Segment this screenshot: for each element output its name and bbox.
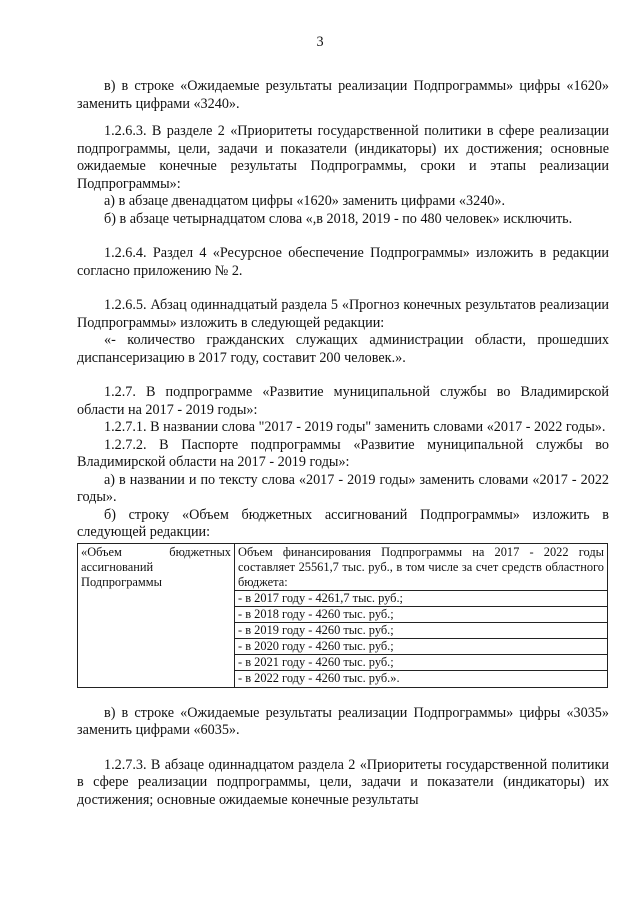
- document-body: [77, 78, 609, 809]
- funding-year-line: - в 2019 году - 4260 тыс. руб.;: [235, 623, 607, 639]
- paragraph-1-2-7: 1.2.7. В подпрограмме «Развитие муниципальной службы во Владимирской области на 2017 - 2019 годы»:: [77, 384, 609, 418]
- table-row: [78, 543, 608, 687]
- table-cell-value: [235, 543, 608, 687]
- paragraph-v-1620: в) в строке «Ожидаемые результаты реализации Подпрограммы» цифры «1620» заменить цифрами «3240».: [77, 78, 609, 112]
- budget-table: [77, 543, 608, 688]
- paragraph-quote-dispanserizacia: «- количество гражданских служащих администрации области, прошедших диспансеризацию в 2017 году, составит 200 человек.».: [77, 332, 609, 366]
- page-number: 3: [316, 34, 324, 50]
- paragraph-v-3035: в) в строке «Ожидаемые результаты реализации Подпрограммы» цифры «3035» заменить цифрами «6035».: [77, 704, 609, 738]
- funding-intro: Объем финансирования Подпрограммы на 2017 - 2022 годы составляет 25561,7 тыс. руб., в том числе за счет средств областного бюджета:: [235, 545, 607, 591]
- funding-year-line: - в 2022 году - 4260 тыс. руб.».: [238, 670, 400, 685]
- paragraph-1-2-7-3: 1.2.7.3. В абзаце одиннадцатом раздела 2 «Приоритеты государственной политики в сфере реализации подпрограммы, цели, задачи и показатели (индикаторы) их достижения; основные ожидаемые конечные результаты: [77, 756, 609, 808]
- paragraph-a-abzac-12: а) в абзаце двенадцатом цифры «1620» заменить цифрами «3240».: [104, 193, 506, 209]
- label-word-obem: «Объем: [81, 544, 122, 559]
- paragraph-b-abzac-14: б) в абзаце четырнадцатом слова «,в 2018, 2019 - по 480 человек» исключить.: [104, 210, 573, 227]
- funding-year-line: - в 2017 году - 4261,7 тыс. руб.;: [235, 591, 607, 607]
- label-word-budgetnyh: бюджетных: [169, 544, 231, 559]
- table-cell-label: [78, 543, 235, 687]
- label-rest: ассигнований Подпрограммы: [81, 559, 162, 589]
- funding-year-line: - в 2020 году - 4260 тыс. руб.;: [235, 639, 607, 655]
- paragraph-a-nazvanie: а) в названии и по тексту слова «2017 - 2019 годы» заменить словами «2017 - 2022 годы».: [77, 471, 609, 505]
- paragraph-1-2-6-3: 1.2.6.3. В разделе 2 «Приоритеты государственной политики в сфере реализации подпрограммы, цели, задачи и показатели (индикаторы) их достижения; основные ожидаемые конечные результаты Подпрограммы, сроки и этапы реализации Подпрограммы»:: [77, 123, 609, 192]
- funding-year-line: - в 2021 году - 4260 тыс. руб.;: [235, 655, 607, 671]
- paragraph-1-2-7-2: 1.2.7.2. В Паспорте подпрограммы «Развитие муниципальной службы во Владимирской области на 2017 - 2019 годы»:: [77, 436, 609, 470]
- funding-year-line: - в 2018 году - 4260 тыс. руб.;: [235, 607, 607, 623]
- paragraph-b-stroku: б) строку «Объем бюджетных ассигнований Подпрограммы» изложить в следующей редакции:: [77, 506, 609, 540]
- paragraph-1-2-6-4: 1.2.6.4. Раздел 4 «Ресурсное обеспечение Подпрограммы» изложить в редакции согласно приложению № 2.: [77, 245, 609, 279]
- paragraph-1-2-6-5: 1.2.6.5. Абзац одиннадцатый раздела 5 «Прогноз конечных результатов реализации Подпрограммы» изложить в следующей редакции:: [77, 297, 609, 331]
- paragraph-1-2-7-1: 1.2.7.1. В названии слова "2017 - 2019 годы" заменить словами «2017 - 2022 годы».: [104, 419, 606, 435]
